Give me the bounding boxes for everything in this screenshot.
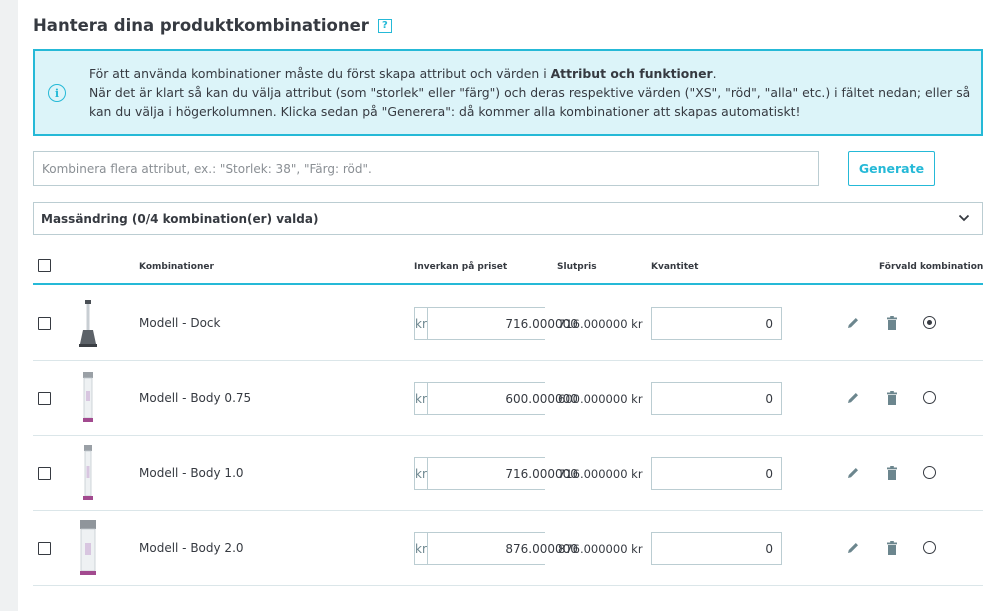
page-title-text: Hantera dina produktkombinationer (33, 16, 369, 35)
info-line2: När det är klart så kan du välja attribut (som "storlek" eller "färg") och deras respektive värden ("XS", "röd", "alla" etc.) i fältet nedan; eller så kan du välja i högerkolumnen. Klicka sedan på "Generera": då kommer alla kombinationer att skapas automatiskt! (89, 85, 971, 119)
pencil-icon[interactable] (846, 466, 860, 480)
combination-name: Modell - Body 1.0 (139, 466, 244, 480)
final-price: 716.000000 kr (558, 467, 643, 481)
help-icon[interactable]: ? (378, 19, 392, 33)
trash-icon[interactable] (886, 391, 898, 405)
header-final-price: Slutpris (557, 262, 597, 272)
table-row (33, 511, 983, 586)
price-impact-group (414, 307, 545, 340)
row-checkbox[interactable] (38, 317, 51, 330)
final-price: 716.000000 kr (558, 317, 643, 331)
info-line1-prefix: För att använda kombinationer måste du först skapa attribut och värden i (89, 66, 551, 81)
final-price: 876.000000 kr (558, 542, 643, 556)
pencil-icon[interactable] (846, 391, 860, 405)
default-combination-radio[interactable] (923, 541, 936, 554)
combination-name: Modell - Body 2.0 (139, 541, 244, 555)
default-combination-radio[interactable] (923, 391, 936, 404)
price-impact-group (414, 382, 545, 415)
table-row (33, 436, 983, 511)
product-thumbnail (75, 444, 101, 502)
product-thumbnail (75, 519, 101, 577)
info-line1-suffix: . (712, 66, 717, 81)
trash-icon[interactable] (886, 316, 898, 330)
row-checkbox[interactable] (38, 392, 51, 405)
trash-icon[interactable] (886, 466, 898, 480)
quantity-input[interactable] (651, 532, 782, 565)
price-impact-group (414, 532, 545, 565)
info-alert (33, 49, 983, 136)
default-combination-radio[interactable] (923, 316, 936, 329)
default-combination-radio[interactable] (923, 466, 936, 479)
header-default-combination: Förvald kombination (879, 262, 984, 272)
currency-addon: kr (415, 308, 428, 339)
pencil-icon[interactable] (846, 541, 860, 555)
quantity-input[interactable] (651, 457, 782, 490)
info-text (89, 64, 974, 121)
table-header (33, 250, 983, 285)
combination-name: Modell - Dock (139, 316, 221, 330)
row-checkbox[interactable] (38, 467, 51, 480)
quantity-input[interactable] (651, 382, 782, 415)
product-thumbnail (75, 369, 101, 427)
bulk-edit-toggle[interactable] (33, 202, 983, 235)
bulk-edit-label: Massändring (0/4 kombination(er) valda) (41, 211, 319, 226)
chevron-down-icon[interactable] (958, 212, 970, 224)
final-price: 600.000000 kr (558, 392, 643, 406)
header-price-impact: Inverkan på priset (414, 262, 508, 272)
combination-name: Modell - Body 0.75 (139, 391, 252, 405)
page-title (33, 16, 392, 35)
price-impact-group (414, 457, 545, 490)
select-all-checkbox[interactable] (38, 259, 51, 272)
attributes-link[interactable]: Attribut och funktioner (550, 66, 713, 81)
header-combinations: Kombinationer (139, 262, 214, 272)
combine-attributes-input[interactable] (33, 151, 819, 186)
product-thumbnail (75, 294, 101, 352)
info-icon: i (48, 84, 66, 102)
table-row (33, 286, 983, 361)
currency-addon: kr (415, 458, 428, 489)
currency-addon: kr (415, 383, 428, 414)
trash-icon[interactable] (886, 541, 898, 555)
quantity-input[interactable] (651, 307, 782, 340)
table-row (33, 361, 983, 436)
pencil-icon[interactable] (846, 316, 860, 330)
generate-button[interactable]: Generate (848, 151, 935, 186)
header-quantity: Kvantitet (651, 262, 699, 272)
currency-addon: kr (415, 533, 428, 564)
row-checkbox[interactable] (38, 542, 51, 555)
left-sidebar-edge (0, 0, 18, 611)
